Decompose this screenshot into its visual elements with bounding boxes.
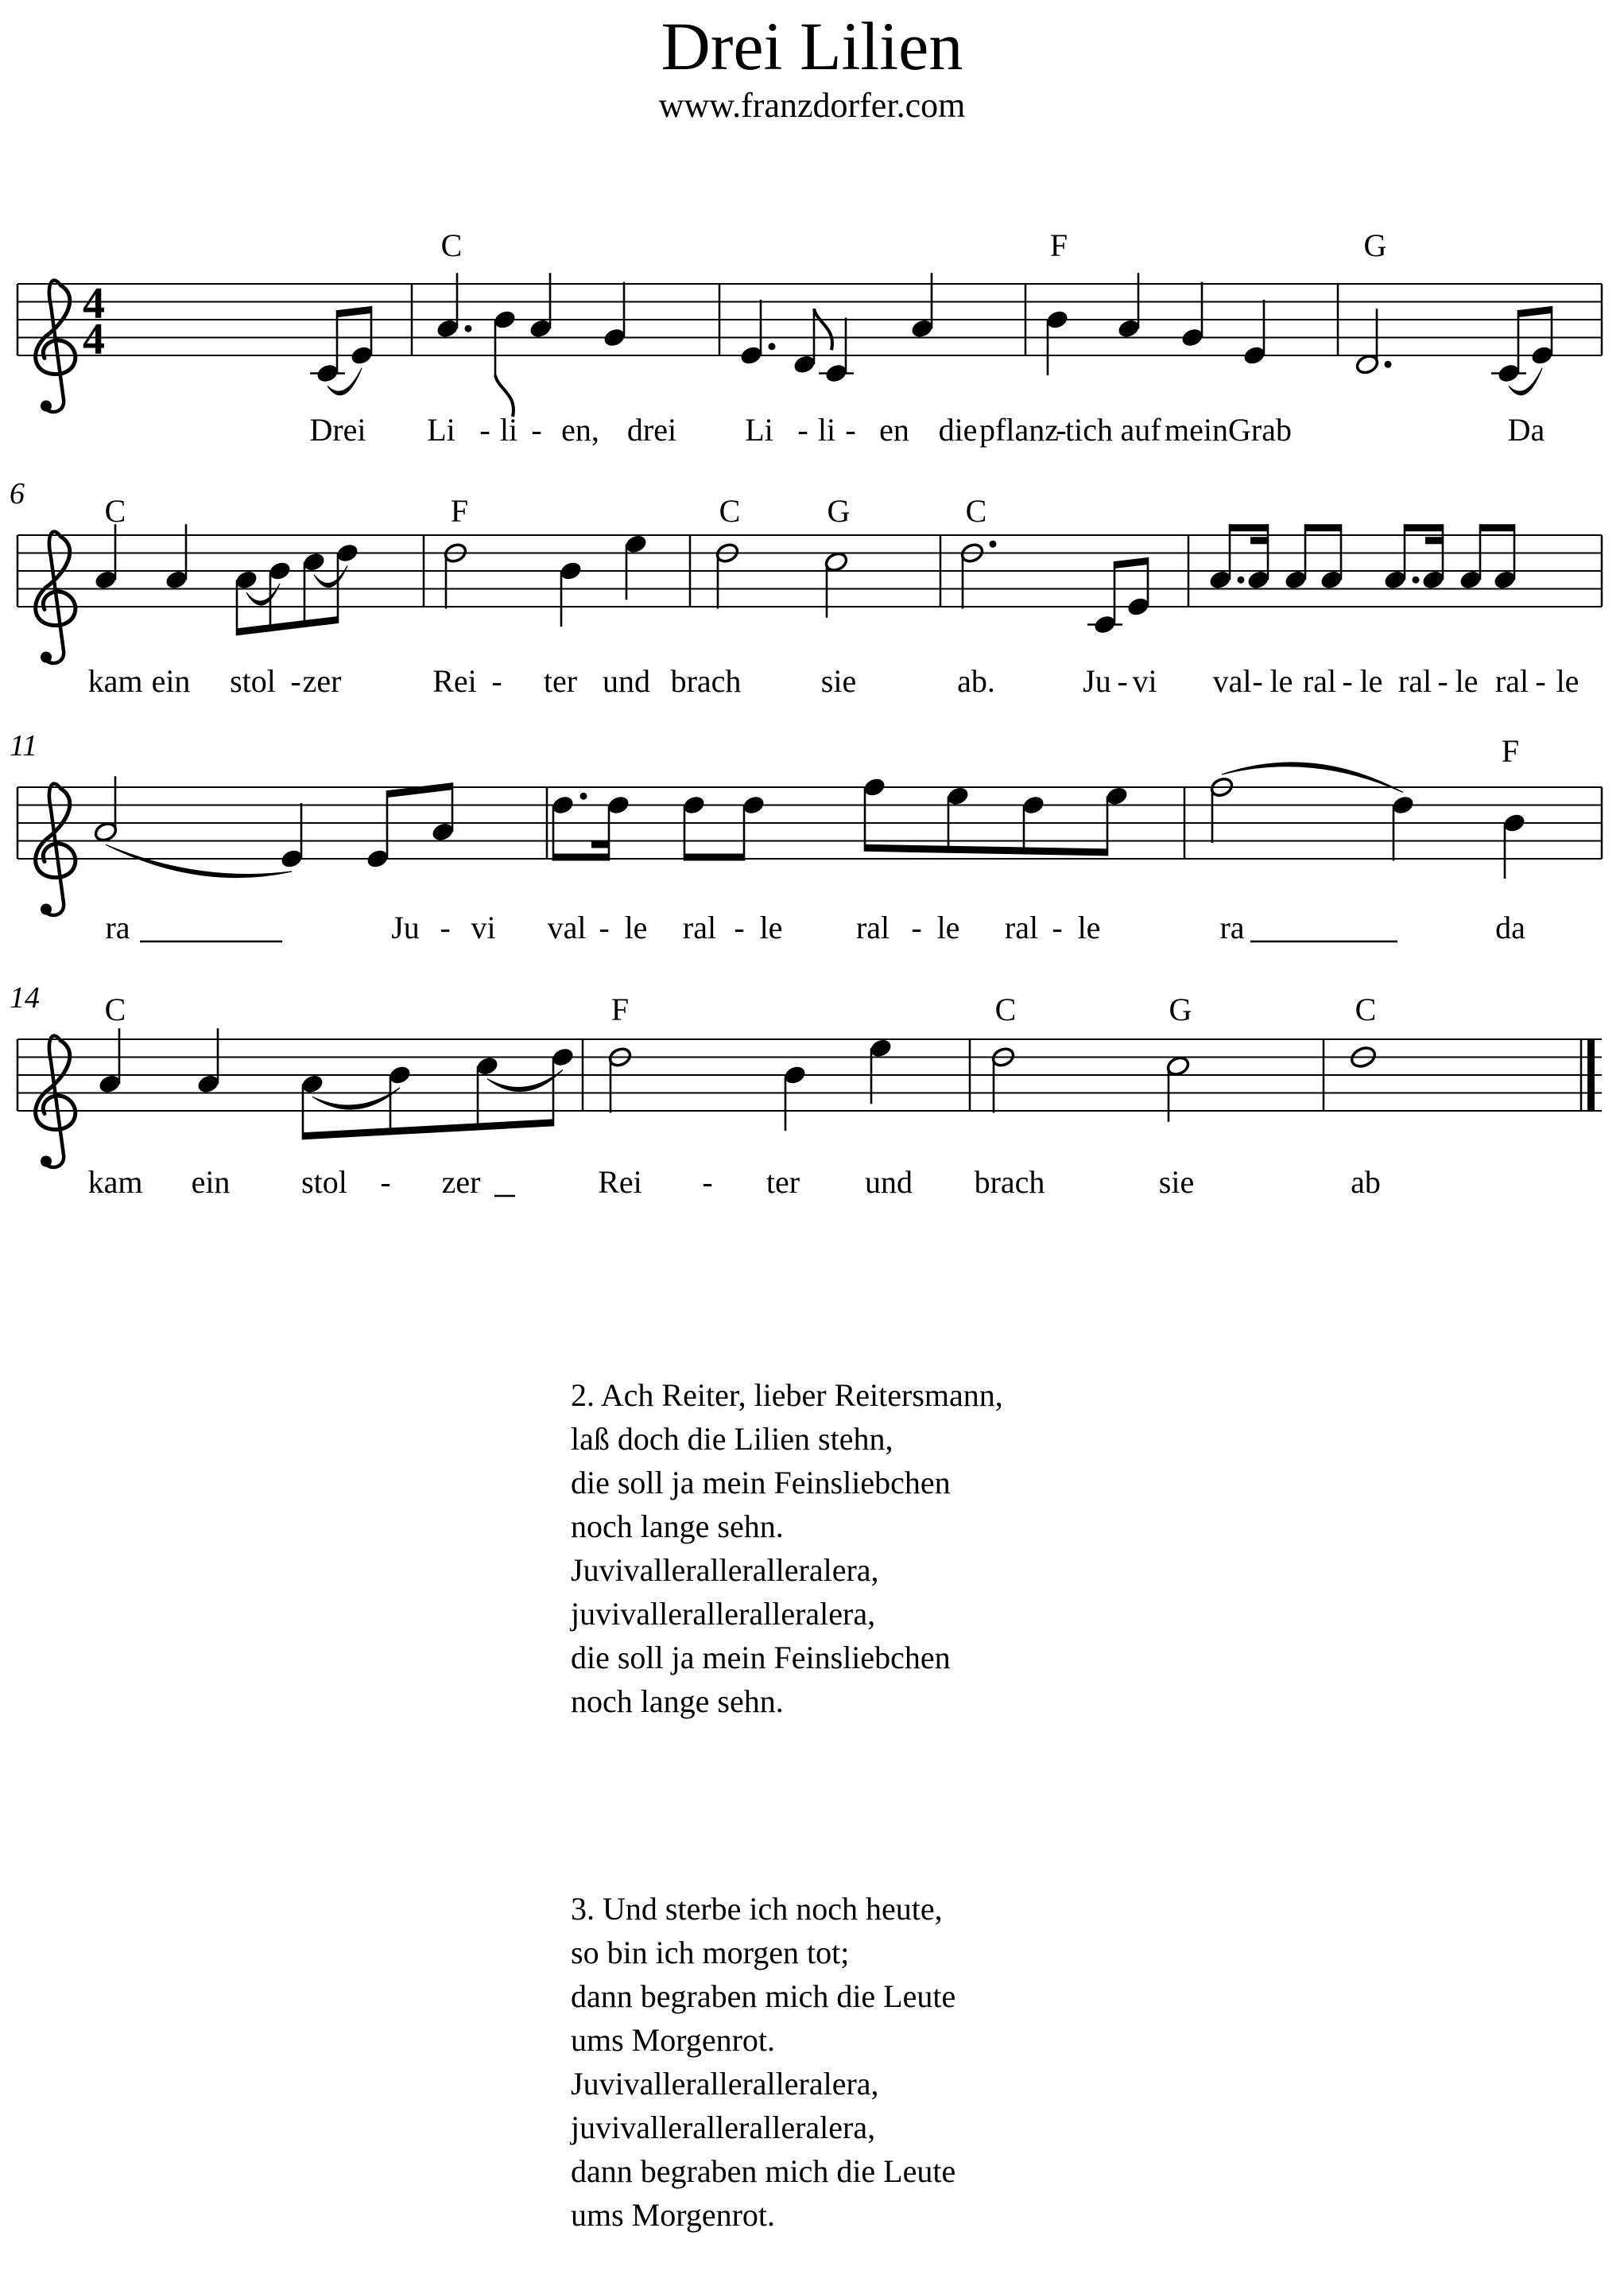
lyric-syllable: stol — [301, 1164, 347, 1200]
lyric-syllable: kam — [87, 1164, 143, 1200]
augmentation-dot — [465, 325, 472, 332]
chord-symbol: G — [827, 493, 851, 529]
slur — [106, 844, 292, 877]
lyric-syllable: le — [1269, 663, 1293, 699]
lyric-hyphen: - — [1117, 663, 1128, 699]
lyric-syllable: auf — [1120, 412, 1161, 448]
beam — [387, 782, 452, 798]
lyric-syllable: li — [817, 412, 836, 448]
lyric-syllable: val — [1212, 663, 1252, 699]
lyric-hyphen: - — [599, 910, 610, 945]
lyric-syllable: le — [624, 910, 648, 945]
chord-symbol: F — [450, 493, 469, 529]
beam — [1405, 524, 1443, 531]
lyric-syllable: Ju — [391, 910, 420, 945]
lyric-syllable: li — [499, 412, 518, 448]
lyric-syllable: brach — [670, 663, 742, 699]
treble-clef-icon — [36, 784, 76, 915]
slur — [487, 1070, 563, 1092]
treble-clef-icon — [36, 532, 76, 663]
time-signature-top: 4 — [83, 279, 105, 328]
lyric-syllable: da — [1495, 910, 1525, 945]
measure-number: 6 — [10, 477, 25, 510]
lyric-syllable: le — [1556, 663, 1579, 699]
lyric-hyphen: - — [491, 663, 502, 699]
lyric-syllable: kam — [87, 663, 143, 699]
chord-symbol: C — [440, 227, 463, 263]
beam — [1518, 306, 1552, 317]
beam — [237, 616, 338, 635]
verse-line: Juvivalleralleralleralera, — [571, 2066, 879, 2102]
lyric-hyphen: - — [440, 910, 451, 945]
verse-line: ums Morgenrot. — [571, 2197, 776, 2233]
lyric-syllable: ral — [682, 910, 717, 945]
lyric-syllable: die — [938, 412, 978, 448]
lyric-syllable: le — [759, 910, 783, 945]
verse-line: die soll ja mein Feinsliebchen — [571, 1640, 951, 1675]
lyric-syllable: drei — [626, 412, 677, 448]
lyric-syllable: sie — [820, 663, 857, 699]
beam — [1305, 524, 1341, 531]
augmentation-dot — [1238, 576, 1245, 584]
lyric-syllable: ter — [765, 1164, 800, 1200]
lyric-syllable: ein — [191, 1164, 231, 1200]
lyric-syllable: Grab — [1228, 412, 1292, 448]
beam-secondary — [1425, 537, 1443, 544]
treble-clef-icon — [36, 281, 76, 412]
verse-line: 2. Ach Reiter, lieber Reitersmann, — [571, 1377, 1003, 1413]
lyric-syllable: ter — [543, 663, 578, 699]
final-barline — [1587, 1039, 1595, 1111]
treble-clef-dot — [41, 904, 52, 915]
lyric-syllable: sie — [1158, 1164, 1195, 1200]
augmentation-dot — [769, 343, 776, 350]
beam — [684, 854, 744, 861]
slur — [312, 1088, 400, 1109]
beam — [553, 854, 609, 861]
lyric-syllable: vi — [1132, 663, 1157, 699]
lyric-syllable: en, — [561, 412, 599, 448]
chord-symbol: C — [719, 493, 741, 529]
lyric-hyphen: - — [1056, 412, 1067, 448]
note-flag — [495, 375, 514, 417]
beam — [1480, 524, 1514, 531]
verse-line: Juvivalleralleralleralera, — [571, 1552, 879, 1588]
lyric-syllable: le — [1455, 663, 1479, 699]
lyric-syllable: Rei — [598, 1164, 642, 1200]
website-url: www.franzdorfer.com — [658, 86, 966, 125]
lyric-hyphen: - — [1535, 663, 1546, 699]
beam — [1114, 557, 1148, 569]
lyric-syllable: ral — [1302, 663, 1337, 699]
augmentation-dot — [1413, 576, 1420, 584]
treble-clef-dot — [41, 1156, 52, 1167]
verse-line: 3. Und sterbe ich noch heute, — [571, 1891, 943, 1927]
verse-line: dann begraben mich die Leute — [571, 1978, 956, 2014]
verse-line: noch lange sehn. — [571, 1508, 784, 1544]
slur — [246, 584, 280, 605]
augmentation-dot — [580, 793, 587, 800]
verse-line: noch lange sehn. — [571, 1683, 784, 1719]
lyric-syllable: ral — [1397, 663, 1432, 699]
lyric-syllable: tich — [1065, 412, 1113, 448]
treble-clef-icon — [36, 1036, 76, 1167]
lyric-hyphen: - — [380, 1164, 391, 1200]
time-signature-bottom: 4 — [83, 315, 105, 364]
chord-symbol: F — [610, 992, 630, 1027]
lyric-hyphen: - — [797, 412, 808, 448]
chord-symbol: C — [104, 493, 126, 529]
lyric-syllable: Drei — [309, 412, 366, 448]
verse-line: juvivalleralleralleralera, — [571, 2110, 876, 2145]
lyric-syllable: ral — [1004, 910, 1039, 945]
measure-number: 14 — [10, 981, 40, 1015]
lyric-hyphen: - — [911, 910, 922, 945]
beam — [303, 1119, 553, 1139]
beam — [1230, 524, 1268, 531]
verse-line: dann begraben mich die Leute — [571, 2153, 956, 2189]
lyric-syllable: und — [865, 1164, 913, 1200]
augmentation-dot — [990, 541, 997, 548]
beam — [865, 844, 1107, 856]
lyric-syllable: ab — [1351, 1164, 1381, 1200]
treble-clef-dot — [41, 652, 52, 663]
chord-symbol: G — [1169, 992, 1192, 1027]
verse-line: juvivalleralleralleralera, — [571, 1596, 876, 1632]
lyric-hyphen: - — [1252, 663, 1263, 699]
lyric-syllable: zer — [302, 663, 342, 699]
lyric-hyphen: - — [1437, 663, 1448, 699]
lyric-syllable: Li — [427, 412, 455, 448]
lyric-hyphen: - — [479, 412, 490, 448]
beam-secondary — [1250, 537, 1268, 544]
verse-line: so bin ich morgen tot; — [571, 1935, 850, 1970]
treble-clef-dot — [41, 401, 52, 412]
lyric-hyphen: - — [845, 412, 856, 448]
lyric-syllable: Li — [745, 412, 773, 448]
beam-secondary — [591, 841, 609, 848]
lyric-syllable: ra — [1219, 910, 1245, 945]
lyric-syllable: brach — [974, 1164, 1045, 1200]
lyric-syllable: pflanz — [979, 412, 1059, 448]
verse-2 — [571, 1373, 1003, 1723]
verse-3 — [571, 1887, 955, 2237]
note-flag — [814, 309, 832, 350]
lyric-syllable: le — [1077, 910, 1101, 945]
lyric-syllable: mein — [1165, 412, 1228, 448]
lyric-syllable: zer — [441, 1164, 481, 1200]
chord-symbol: C — [1355, 992, 1377, 1027]
lyric-syllable: Rei — [432, 663, 477, 699]
chord-symbol: C — [104, 992, 126, 1027]
chord-symbol: G — [1363, 227, 1387, 263]
measure-number: 11 — [10, 729, 38, 763]
verse-line: die soll ja mein Feinsliebchen — [571, 1465, 951, 1500]
lyric-syllable: ral — [855, 910, 890, 945]
lyric-syllable: Ju — [1083, 663, 1111, 699]
lyric-hyphen: - — [1342, 663, 1353, 699]
lyric-syllable: ral — [1494, 663, 1529, 699]
lyric-syllable: en — [879, 412, 909, 448]
lyric-syllable: val — [547, 910, 587, 945]
chord-symbol: F — [1049, 227, 1068, 263]
chord-symbol: C — [994, 992, 1017, 1027]
song-title: Drei Lilien — [661, 8, 963, 84]
lyric-syllable: ein — [151, 663, 191, 699]
lyric-syllable: und — [603, 663, 650, 699]
lyric-hyphen: - — [531, 412, 542, 448]
lyric-syllable: vi — [471, 910, 496, 945]
lyric-syllable: ab. — [957, 663, 995, 699]
beam — [337, 306, 371, 317]
verse-line: laß doch die Lilien stehn, — [571, 1421, 893, 1457]
lyric-syllable: Da — [1507, 412, 1545, 448]
chord-symbol: C — [965, 493, 987, 529]
augmentation-dot — [1385, 361, 1392, 368]
lyric-hyphen: - — [734, 910, 745, 945]
lyric-syllable: stol — [230, 663, 276, 699]
lyric-syllable: le — [936, 910, 960, 945]
lyric-syllable: le — [1359, 663, 1383, 699]
verse-line: ums Morgenrot. — [571, 2022, 776, 2058]
lyric-syllable: ra — [105, 910, 130, 945]
lyric-hyphen: - — [702, 1164, 713, 1200]
slur — [314, 566, 347, 588]
chord-symbol: F — [1501, 733, 1520, 769]
lyric-hyphen: - — [1052, 910, 1063, 945]
lyric-hyphen: - — [290, 663, 301, 699]
